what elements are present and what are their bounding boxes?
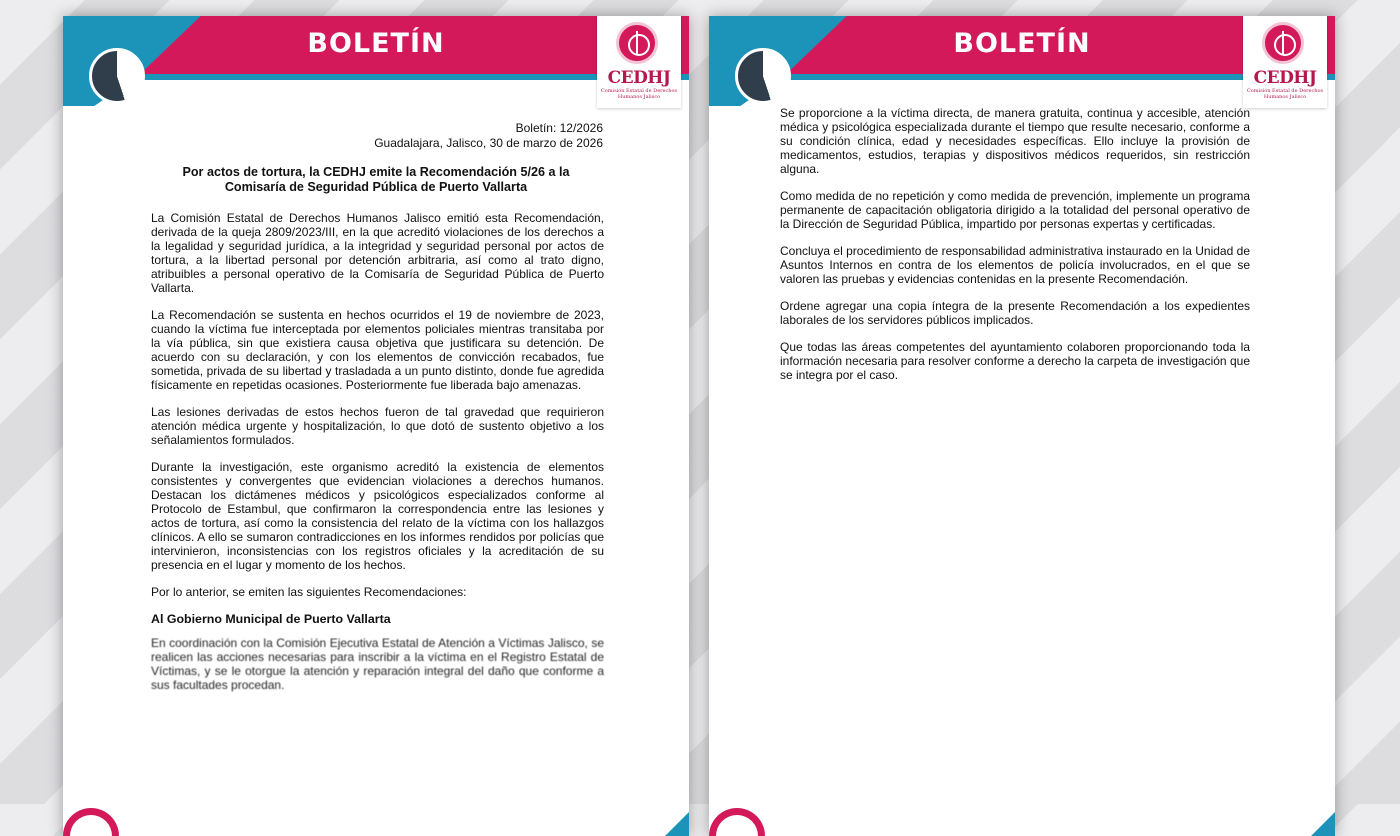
logo-name: CEDHJ	[607, 68, 671, 88]
footer-pink-arc	[709, 808, 765, 836]
cedhj-logo	[597, 16, 681, 108]
paragraph: La Comisión Estatal de Derechos Humanos Jalisco emitió esta Recomendación, derivada de la queja 2809/2023/III, en la que acreditó violaciones de los derechos a la legalidad y seguridad jurídica, a la integridad y seguridad personal por actos de tortura, a la libertad personal por detención arbitraria, así como al trato digno, atribuibles a personal operativo de la Comisaría de Seguridad Pública de Puerto Vallarta.	[151, 211, 604, 295]
logo-subtitle: Comisión Estatal de Derechos Humanos Jalisco	[1246, 88, 1324, 100]
cedhj-logo	[1243, 16, 1327, 108]
header-white-wedge	[63, 76, 689, 106]
header-white-wedge	[709, 76, 1335, 106]
footer-blue-corner	[1311, 812, 1335, 836]
paragraph: Que todas las áreas competentes del ayuntamiento colaboren proporcionando toda la información necesaria para resolver conforme a derecho la carpeta de investigación que se integra por el caso.	[780, 340, 1250, 382]
paragraph: Concluya el procedimiento de responsabilidad administrativa instaurado en la Unidad de Asuntos Internos en contra de los elementos de policía involucrados, en el que se valoren las pruebas y evidencias contenidas en la presente Recomendación.	[780, 244, 1250, 286]
wheat-emblem-icon	[616, 22, 658, 64]
boletin-page-left	[63, 16, 689, 836]
footer-pink-arc	[63, 808, 119, 836]
paragraph: Las lesiones derivadas de estos hechos fueron de tal gravedad que requirieron atención médica urgente y hospitalización, lo que dotó de sustento objetivo a los señalamientos formulados.	[151, 405, 604, 447]
paragraph: La Recomendación se sustenta en hechos ocurridos el 19 de noviembre de 2023, cuando la víctima fue interceptada por elementos policiales mientras transitaba por la vía pública, sin que existiera causa objetiva que justificara su detención. De acuerdo con su declaración, y con los elementos de convicción recabados, fue sometida, privada de su libertad y trasladada a un punto distinto, donde fue agredida físicamente en repetidas ocasiones. Posteriormente fue liberada bajo amenazas.	[151, 308, 604, 392]
header-blue-stripe	[63, 74, 689, 80]
page-title: BOLETÍN	[307, 28, 445, 59]
section-heading: Al Gobierno Municipal de Puerto Vallarta	[151, 612, 391, 626]
paragraph: En coordinación con la Comisión Ejecutiva Estatal de Atención a Víctimas Jalisco, se realicen las acciones necesarias para inscribir a la víctima en el Registro Estatal de Víctimas, y se le otorgue la atención y reparación integral del daño que conforme a sus facultades procedan.	[151, 636, 604, 692]
paragraph: Como medida de no repetición y como medida de prevención, implemente un programa permanente de capacitación obligatoria dirigido a la totalidad del personal operativo de la Dirección de Seguridad Pública, impartido por personas expertas y certificadas.	[780, 189, 1250, 231]
body-text	[780, 106, 1250, 395]
footer-blue-corner	[665, 812, 689, 836]
boletin-number: Boletín: 12/2026	[515, 121, 603, 135]
body-text	[151, 211, 604, 705]
header-blue-stripe	[709, 74, 1335, 80]
logo-name: CEDHJ	[1253, 68, 1317, 88]
paragraph: Por lo anterior, se emiten las siguientes Recomendaciones:	[151, 585, 467, 599]
wheat-emblem-icon	[1262, 22, 1304, 64]
page-title: BOLETÍN	[953, 28, 1091, 59]
boletin-page-right	[709, 16, 1335, 836]
paragraph: Se proporcione a la víctima directa, de manera gratuita, continua y accesible, atención médica y psicológica especializada durante el tiempo que resulte necesario, conforme a su condición clínica, edad y necesidades específicas. Ello incluye la provisión de medicamentos, estudios, terapias y dispositivos médicos requeridos, sin restricción alguna.	[780, 106, 1250, 176]
paragraph: Durante la investigación, este organismo acreditó la existencia de elementos consistentes y convergentes que evidencian violaciones a derechos humanos. Destacan los dictámenes médicos y psicológicos especializados conforme al Protocolo de Estambul, que confirmaron la correspondencia entre las lesiones y actos de tortura, así como la consistencia del relato de la víctima con los hallazgos clínicos. A ello se sumaron contradicciones en los informes rendidos por policías que intervinieron, inconsistencias con los registros oficiales y la acreditación de su presencia en el lugar y momento de los hechos.	[151, 460, 604, 572]
boletin-meta	[374, 121, 603, 151]
logo-subtitle: Comisión Estatal de Derechos Humanos Jalisco	[600, 88, 678, 100]
paragraph: Ordene agregar una copia íntegra de la presente Recomendación a los expedientes laborales de los servidores públicos implicados.	[780, 299, 1250, 327]
headline: Por actos de tortura, la CEDHJ emite la Recomendación 5/26 a la Comisaría de Seguridad Pública de Puerto Vallarta	[182, 165, 570, 194]
date-line: Guadalajara, Jalisco, 30 de marzo de 2026	[374, 136, 603, 150]
